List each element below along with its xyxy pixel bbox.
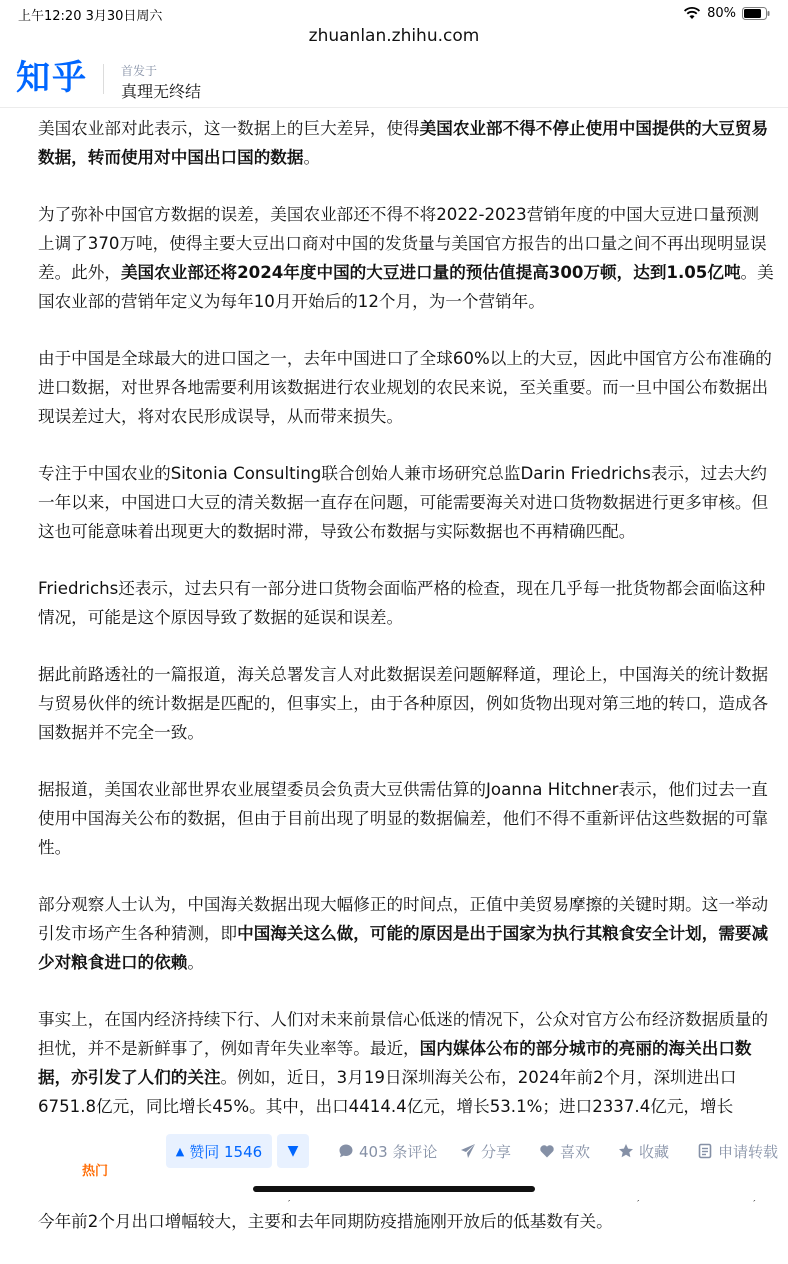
article-paragraph [38, 344, 774, 431]
paragraph-text: 。 [303, 148, 321, 167]
paragraph-text: 为了弥补中国官方数据的误差，美国农业部还不得不将2022-2023营销年度的中国大豆进口量预测上调了370万吨，使得主要大豆出口商对中国的发货量与美国官方报告的出口量之间不再出现明显误差。此外， [38, 205, 767, 282]
address-bar[interactable]: zhuanlan.zhihu.com [308, 26, 480, 46]
paragraph-text: 部分观察人士认为，中国海关数据出现大幅修正的时间点，正值中美贸易摩擦的关键时期。这一举动引发市场产生各种猜测，即 [38, 895, 769, 943]
paragraph-text: 今年前2个月出口增幅较大，主要和去年同期防疫措施刚开放后的低基数有关。 [38, 1212, 613, 1231]
hot-badge: 热门 [82, 1164, 109, 1179]
paragraph-text: Friedrichs还表示，过去只有一部分进口货物会面临严格的检查，现在几乎每一批货物都会面临这种情况，可能是这个原因导致了数据的延误和误差。 [38, 579, 766, 627]
like-label: 喜欢 [560, 1142, 591, 1161]
paragraph-text: 。例如，近日，3月19日深圳海关公布，2024年前2个月，深圳进出口6751.8亿元，同比增长45%。其中，出口4414.4亿元，增长53.1%；进口2337.4亿元，增长 [38, 1068, 737, 1116]
share-label: 分享 [481, 1142, 512, 1161]
article-paragraph [38, 114, 774, 172]
comments-button[interactable] [338, 1134, 437, 1168]
paragraph-text: 据此前路透社的一篇报道，海关总署发言人对此数据误差问题解释道，理论上，中国海关的统计数据与贸易伙伴的统计数据是匹配的，但事实上，由于各种原因，例如货物出现对第三地的转口，造成各国数据并不完全一致。 [38, 665, 769, 742]
home-indicator[interactable] [253, 1186, 535, 1192]
battery-percent: 80% [707, 5, 736, 21]
emphasized-text: 中国海关这么做，可能的原因是出于国家为执行其粮食安全计划，需要减少对粮食进口的依赖 [38, 924, 769, 972]
collect-label: 收藏 [639, 1142, 670, 1161]
paragraph-text: 由于中国是全球最大的进口国之一，去年中国进口了全球60%以上的大豆，因此中国官方公布准确的进口数据，对世界各地需要利用该数据进行农业规划的农民来说，至关重要。而一旦中国公布数据出现误差过大，将对农民形成误导，从而带来损失。 [38, 349, 772, 426]
collect-button[interactable] [618, 1134, 669, 1168]
share-button[interactable] [460, 1134, 511, 1168]
paragraph-text: 据报道，美国农业部世界农业展望委员会负责大豆供需估算的Joanna Hitchner表示，他们过去一直使用中国海关公布的数据，但由于目前出现了明显的数据偏差，他们不得不重新评估这些数据的可靠性。 [38, 780, 769, 857]
article-paragraph [38, 200, 774, 316]
zhihu-logo[interactable]: 知乎 [16, 58, 88, 98]
star-icon [618, 1143, 634, 1159]
paragraph-text: 专注于中国农业的Sitonia Consulting联合创始人兼市场研究总监Darin Friedrichs表示，过去大约一年以来，中国进口大豆的清关数据一直存在问题，可能需要海关对进口货物数据进行更多审核。但这也可能意味着出现更大的数据时滞，导致公布数据与实际数据也不再精确匹配。 [38, 464, 769, 541]
published-in-label: 首发于 [121, 64, 158, 78]
article-paragraph [38, 574, 774, 632]
battery-icon [742, 7, 770, 20]
upvote-button[interactable] [166, 1134, 272, 1168]
emphasized-text: 美国农业部还将2024年度中国的大豆进口量的预估值提高300万顿，达到1.05亿吨 [120, 263, 741, 282]
paragraph-text: 。美国农业部的营销年定义为每年10月开始后的12个月，为一个营销年。 [38, 263, 774, 311]
status-time-date: 上午12:20 3月30日周六 [18, 9, 163, 24]
heart-icon [539, 1143, 555, 1159]
like-button[interactable] [539, 1134, 590, 1168]
header-divider [103, 64, 104, 94]
emphasized-text: 美国农业部不得不停止使用中国提供的大豆贸易数据，转而使用对中国出口国的数据 [38, 119, 769, 167]
repost-label: 申请转载 [718, 1142, 779, 1161]
upvote-label: 赞同 1546 [189, 1142, 263, 1161]
article-paragraph [38, 775, 774, 862]
share-plane-icon [460, 1143, 476, 1159]
emphasized-text: 国内媒体公布的部分城市的亮丽的海关出口数据，亦引发了人们的关注 [38, 1039, 752, 1087]
status-indicators [683, 4, 770, 22]
triangle-up-icon: ▲ [175, 1144, 185, 1158]
article-paragraph [38, 660, 774, 747]
paragraph-text: 美国农业部对此表示，这一数据上的巨大差异，使得 [38, 119, 420, 138]
article-paragraph [38, 459, 774, 546]
downvote-button[interactable]: ▼ [277, 1134, 309, 1168]
column-name-link[interactable]: 真理无终结 [121, 82, 202, 101]
comment-bubble-icon [338, 1143, 354, 1159]
wifi-icon [683, 6, 701, 20]
article-body [38, 114, 774, 1264]
page-header [0, 50, 788, 108]
document-icon [697, 1143, 713, 1159]
paragraph-text: 。 [187, 953, 204, 972]
repost-request-button[interactable] [697, 1134, 778, 1168]
comments-label: 403 条评论 [359, 1142, 438, 1161]
paragraph-text: 事实上，在国内经济持续下行、人们对未来前景信心低迷的情况下，公众对官方公布经济数据质量的担忧，并不是新鲜事了，例如青年失业率等。最近， [38, 1010, 769, 1058]
article-paragraph [38, 890, 774, 977]
